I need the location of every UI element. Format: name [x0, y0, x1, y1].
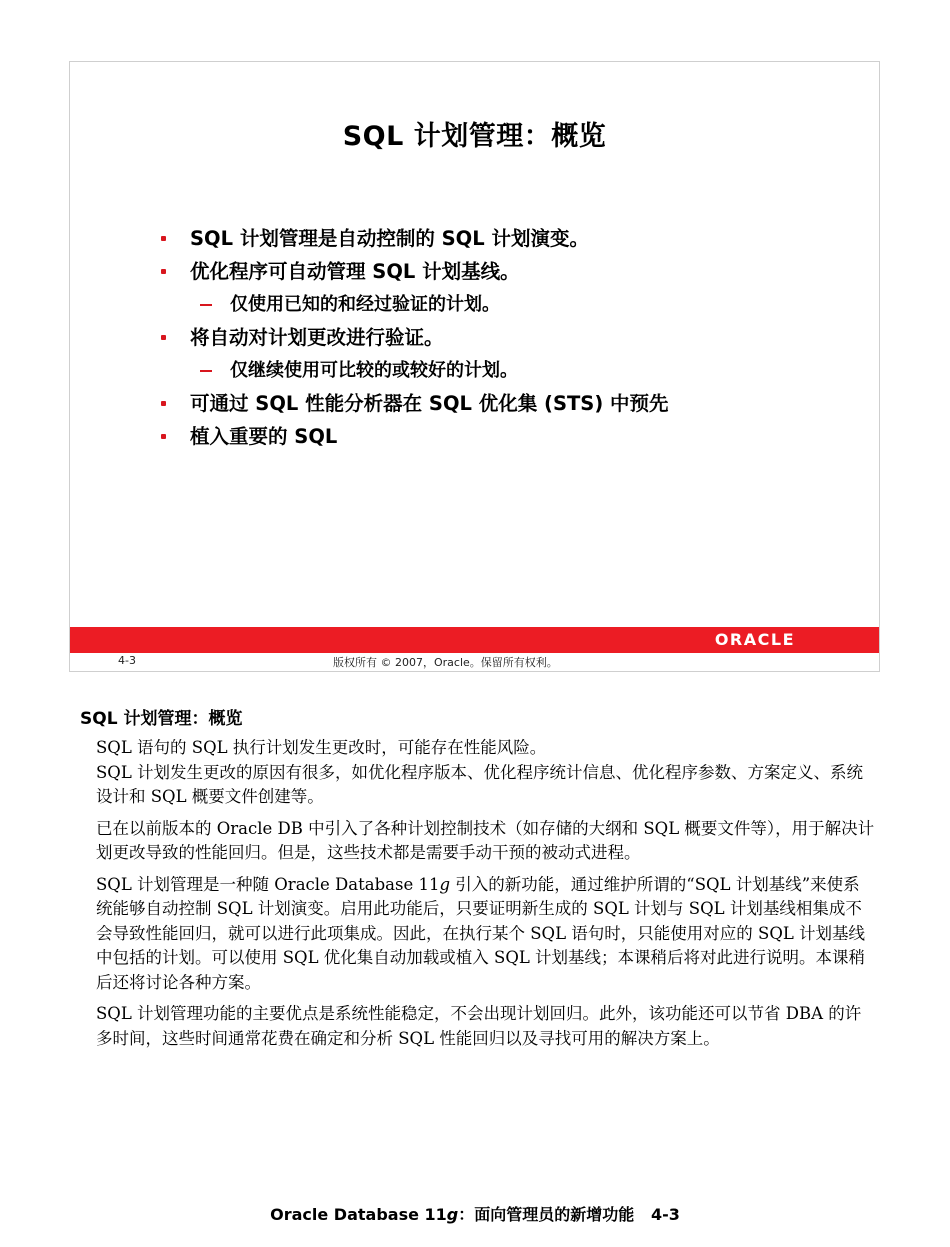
page-footer	[0, 1202, 950, 1225]
bullet-item: 将自动对计划更改进行验证。	[154, 321, 669, 354]
notes-paragraph: 已在以前版本的 Oracle DB 中引入了各种计划控制技术（如存储的大纲和 SQL 概要文件等），用于解决计划更改导致的性能回归。但是，这些技术都是需要手动干预的被动式进程。	[96, 818, 875, 862]
bullet-item: 优化程序可自动管理 SQL 计划基线。	[154, 255, 669, 288]
oracle-logo: ORACLE	[714, 630, 795, 649]
notes-paragraph: SQL 计划管理是一种随 Oracle Database 11g 引入的新功能，通过维护所谓的“SQL 计划基线”来使系统能够自动控制 SQL 计划演变。启用此功能后，只要证明新生成的 SQL 计划与 SQL 计划基线相集成不会导致性能回归，就可以进行此项集成。因此，在执行某个 SQL 语句时，只能使用对应的 SQL 计划基线中包括的计划。可以使用 SQL 优化集自动加载或植入 SQL 计划基线；本课稍后将对此进行说明。本课稍后还将讨论各种方案。	[96, 874, 866, 992]
footer-page-number: 4-3	[650, 1205, 680, 1224]
sub-bullet-item: 仅使用已知的和经过验证的计划。	[154, 288, 669, 321]
notes-paragraph: SQL 计划管理功能的主要优点是系统性能稳定，不会出现计划回归。此外，该功能还可以节省 DBA 的许多时间，这些时间通常花费在确定和分析 SQL 性能回归以及寻找可用的解决方案上。	[96, 1004, 862, 1048]
notes-paragraph: SQL 语句的 SQL 执行计划发生更改时，可能存在性能风险。	[96, 738, 547, 757]
slide-copyright: 版权所有 © 2007，Oracle。保留所有权利。	[333, 656, 558, 669]
slide-title: SQL 计划管理：概览	[342, 121, 607, 152]
bullet-item: 可通过 SQL 性能分析器在 SQL 优化集 (STS) 中预先	[154, 387, 669, 420]
bullet-item: SQL 计划管理是自动控制的 SQL 计划演变。	[154, 222, 669, 255]
slide-image	[69, 61, 880, 672]
notes-title: SQL 计划管理：概览	[80, 709, 243, 729]
slide-bullet-list	[154, 222, 669, 453]
footer-subtitle: ：面向管理员的新增功能	[458, 1205, 635, 1224]
sub-bullet-item: 仅继续使用可比较的或较好的计划。	[154, 354, 669, 387]
footer-product-suffix: g	[446, 1205, 459, 1224]
italic-g: g	[439, 874, 451, 894]
notes-body	[96, 736, 876, 1058]
notes-paragraph: SQL 计划发生更改的原因有很多，如优化程序版本、优化程序统计信息、优化程序参数、方案定义、系统设计和 SQL 概要文件创建等。	[96, 762, 864, 806]
footer-product: Oracle Database 11	[270, 1205, 447, 1224]
slide-number: 4-3	[118, 654, 136, 667]
bullet-item-continuation: 植入重要的 SQL	[154, 420, 669, 453]
